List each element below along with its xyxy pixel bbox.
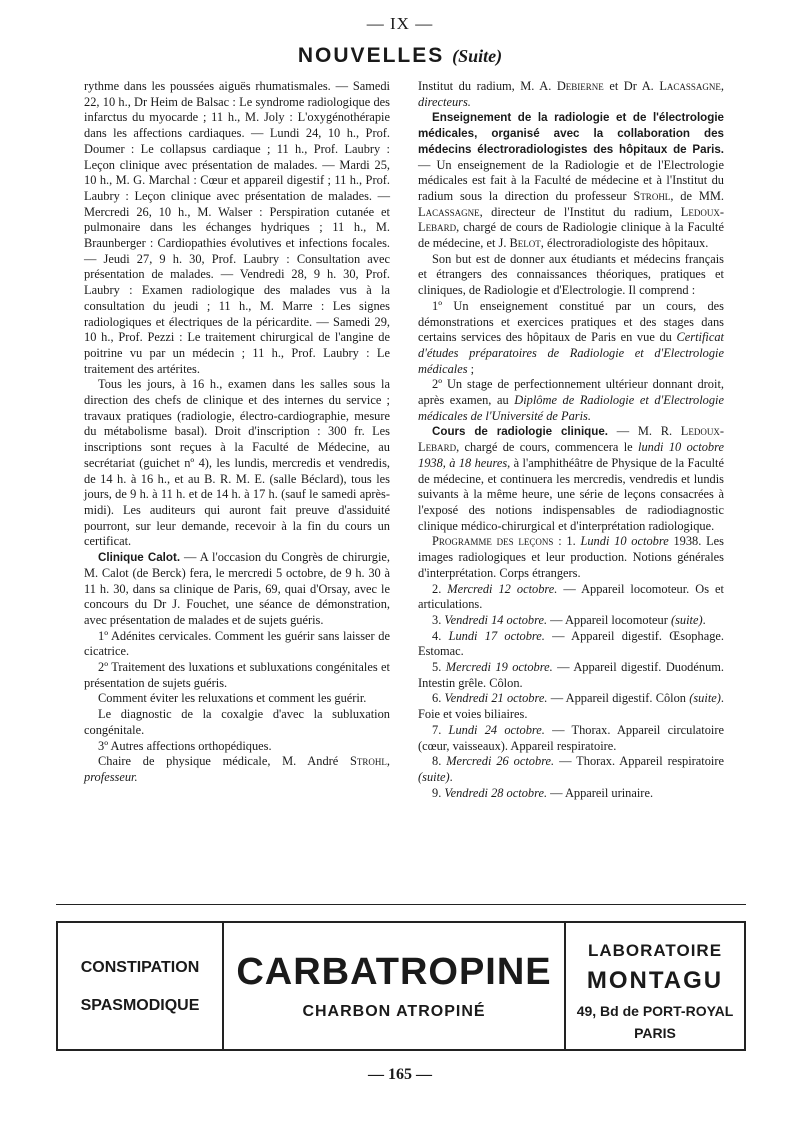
chair-name: Strohl (350, 754, 387, 769)
text: Mercredi 19 octobre. (445, 660, 553, 675)
section-title: Clinique Calot. (98, 551, 181, 565)
left-column (84, 79, 390, 786)
text: lundi 10 octobre 1938, à 18 heures (418, 440, 724, 470)
text: Vendredi 21 octobre. (444, 691, 548, 706)
person-name: Lacassagne (659, 79, 721, 93)
text: et Dr A. (603, 79, 660, 93)
ad-center-panel (224, 923, 566, 1049)
list-item: 2º Traitement des luxations et subluxations congénitales et présentation de sujets guéris. (84, 660, 390, 690)
ad-spasmodique: SPASMODIQUE (80, 997, 200, 1014)
ad-left-panel (58, 923, 224, 1049)
text: : 1. (553, 534, 581, 549)
text: Vendredi 14 octobre. (444, 612, 548, 627)
list-item: Le diagnostic de la coxalgie d'avec la subluxation congénitale. (84, 707, 390, 737)
text: — Appareil urinaire. (547, 785, 654, 800)
paragraph-chair (84, 754, 390, 785)
ad-constipation: CONSTIPATION (80, 959, 200, 976)
lesson-item (418, 786, 724, 802)
lesson-item: 8. Mercredi 26 octobre. — Thorax. Appareil respiratoire (suite). (418, 754, 724, 784)
ad-brand: CARBATROPINE (236, 951, 552, 993)
list-item: 3º Autres affections orthopédiques. (98, 738, 272, 753)
paragraph: Tous les jours, à 16 h., examen dans les salles sous la direction des chefs de clinique et des internes du service ; travaux pratiques (radiologie, électro-cardiographie, mesure du métabolisme basal). Droit d'inscription : 300 fr. Les inscriptions sont reçues à la Faculté de Médecine, au secrétariat (guichet nº 4), les lundis, mercredis et vendredis, de 14 h. à 16 h., et au B. R. M. E. (salle Béclard), tous les jours, de 9 h. à 11 h. et de 14 h. à 17 h. (sauf le samedi après-midi). Les auditeurs qui auront fait preuve d'assiduité pourront, sur leur demande, recevoir à la fin du cours un certificat. (84, 377, 390, 549)
chair-text: Chaire de physique médicale, M. André (98, 754, 350, 769)
lesson-item (418, 582, 724, 613)
text: — Appareil digestif. Côlon (547, 691, 690, 706)
text: , directeurs. (418, 79, 724, 109)
person-name: Lacassagne (418, 204, 480, 219)
lesson-item (418, 691, 724, 722)
paragraph-programme (418, 534, 724, 581)
lesson-item (418, 723, 724, 754)
text: — Thorax. Appareil circulatoire (cœur, vaisseaux). Appareil respiratoire. (418, 722, 724, 753)
text: Mercredi 12 octobre. (447, 581, 558, 596)
text: , chargé de cours de Radiologie clinique à la Faculté de médecine, et J. (418, 220, 724, 251)
text: ; (467, 361, 475, 376)
paragraph-calot (84, 550, 390, 629)
paragraph-cours (418, 424, 724, 534)
person-name: Belot (509, 236, 541, 251)
paragraph: rythme dans les poussées aiguës rhumatismales. — Samedi 22, 10 h., Dr Heim de Balsac : Le syndrome radiologique des infarctus du myocarde ; 11 h., M. Joly : L'oxygénothérapie dans les affections cardiaques. — Lundi 24, 10 h., Prof. Doumer : Le collapsus cardiaque ; 11 h., Prof. Laubry : Leçon clinique avec présentation de malades. — Mardi 25, 10 h., M. G. Marchal : Cœur et appareil digestif ; 11 h., Prof. Laubry : Leçon clinique avec présentation de malades. — Mercredi 26, 10 h., M. Walser : Perspiration cutanée et pulmonaire dans les échanges hydriques ; 11 h., M. Braunberger : Cardiopathies évolutives et infections focales. — Jeudi 27, 9 h. 30, Prof. Laubry : Consultation avec présentation de malades. — Vendredi 28, 9 h. 30, Prof. Laubry : Examen radiologique des malades vus à la consultation du jeudi ; 11 h., M. Marre : Les signes radiologiques et électriques de la péricardite. — Samedi 29, 10 h., Prof. Pezzi : Le traitement chirurgical de l'angine de poitrine vu par un médecin ; 11 h., Prof. Laubry : Le traitement des artérites. (84, 79, 390, 376)
text: , à l'amphithéâtre de Physique de la Faculté de médecine, et continuera les mercredis, vendredis et lundis suivants à la même heure, une série de leçons consacrées à l'exposé des notions indispensables de radiodiagnostic clinique médico-chirurgical et d'interprétation radiologique. (418, 455, 724, 533)
text: — Thorax. Appareil respiratoire (554, 754, 724, 769)
text: Mercredi 26 octobre. (446, 754, 555, 769)
section-title: Enseignement de la radiologie et de l'électrologie médicales, organisé avec la collaboration des médecins électroradiologistes des hôpitaux de Paris. (418, 111, 724, 156)
text: (suite) (670, 612, 703, 627)
right-column (418, 79, 724, 801)
ad-lab-address: 49, Bd de PORT-ROYAL (576, 1003, 734, 1019)
text: — M. R. (608, 424, 681, 439)
text: 2. (432, 581, 448, 596)
paragraph-enseignement (418, 110, 724, 251)
ad-lab-line1: LABORATOIRE (587, 941, 723, 960)
person-name: Ledoux-Lebard (418, 204, 724, 235)
list-item: 1º Adénites cervicales. Comment les guérir sans laisser de cicatrice. (84, 628, 390, 659)
text: Lundi 17 octobre. (448, 628, 545, 643)
ad-right-panel (566, 923, 744, 1049)
text: , électroradiologiste des hôpitaux. (540, 236, 709, 251)
text: 9. (432, 785, 445, 800)
person-name: Debierne (556, 79, 604, 93)
text: Certificat d'études préparatoires de Radiologie et d'Electrologie médicales (418, 330, 724, 376)
title-text: NOUVELLES (297, 44, 445, 67)
text: , chargé de cours, commencera le (456, 440, 639, 455)
text: — Un enseignement de la Radiologie et de l'Electrologie médicales est fait à la Faculté de médecine et à l'Institut du radium sous la direction du professeur (418, 157, 724, 203)
text: , de MM. (670, 188, 725, 203)
text: (suite) (418, 769, 450, 784)
paragraph-radium (418, 79, 724, 110)
ad-lab-line2: MONTAGU (586, 967, 724, 994)
text: Institut du radium, M. A. (418, 79, 557, 93)
person-name: Ledoux-Lebard (418, 424, 724, 455)
page-title (0, 44, 800, 68)
text: Vendredi 28 octobre. (444, 785, 548, 800)
list-item (418, 377, 724, 424)
text: 2º Un stage de perfectionnement ultérieur donnant droit, après examen, au (418, 377, 724, 408)
section-text: — A l'occasion du Congrès de chirurgie, M. Calot (de Berck) fera, le mercredi 5 octobre, de 9 h. 30 à 11 h. 30, dans sa clinique de Paris, 69, quai d'Orsay, avec le concours du Dr J. Fouchet, une séance de démonstration, avec présentation de malades et de sujets guéris. (84, 550, 390, 627)
paragraph: Son but est de donner aux étudiants et médecins français et étrangers des connaissances théoriques, pratiques et cliniques, de Radiologie et d'Electrologie. Il comprend : (418, 251, 724, 298)
text: 1º Un enseignement constitué par un cours, des démonstrations et exercices pratiques et des stages dans certains services des hôpitaux de Paris en vue du (418, 298, 724, 345)
text: 6. (432, 691, 445, 706)
text: 7. (432, 722, 449, 737)
text: 3. (432, 612, 445, 627)
advertisement (56, 921, 746, 1051)
section-title: Cours de radiologie clinique. (432, 425, 609, 439)
text: — Appareil locomoteur (547, 612, 671, 627)
lesson-item: 3. Vendredi 14 octobre. — Appareil locomoteur (suite). (432, 612, 706, 627)
text: 8. (432, 754, 447, 769)
text: — Appareil digestif. Duodénum. Intestin grêle. Côlon. (418, 660, 724, 690)
text: Lundi 24 octobre. (448, 722, 545, 737)
divider-line (56, 904, 746, 905)
list-item (418, 299, 724, 378)
lesson-item (418, 660, 724, 691)
text: Lundi 10 octobre (580, 534, 669, 549)
page-number: — 165 — (368, 1066, 432, 1083)
ad-brand-sub: CHARBON ATROPINÉ (302, 1003, 486, 1020)
ad-lab-city: PARIS (634, 1025, 676, 1041)
text: . Foie et voies biliaires. (418, 691, 724, 722)
title-suite: (Suite) (452, 46, 503, 66)
text: — Appareil locomoteur. Os et articulations. (418, 581, 724, 612)
text: 1938. Les images radiologiques et leur production. Notions générales d'interprétation. Corps étrangers. (418, 534, 724, 580)
chair-role: , professeur. (84, 754, 390, 784)
text: Programme des leçons (432, 534, 554, 549)
person-name: Strohl (633, 188, 671, 203)
lesson-item (418, 629, 724, 660)
text: Diplôme de Radiologie et d'Electrologie médicales de l'Université de Paris. (418, 393, 725, 423)
roman-page-number: — IX — (366, 14, 434, 33)
text: 5. (432, 660, 446, 675)
text: (suite) (689, 691, 721, 706)
text: 4. (432, 628, 449, 643)
list-item: Comment éviter les reluxations et comment les guérir. (98, 691, 367, 706)
text: — Appareil digestif. Œsophage. Estomac. (418, 628, 724, 659)
text: , directeur de l'Institut du radium, (479, 204, 681, 219)
